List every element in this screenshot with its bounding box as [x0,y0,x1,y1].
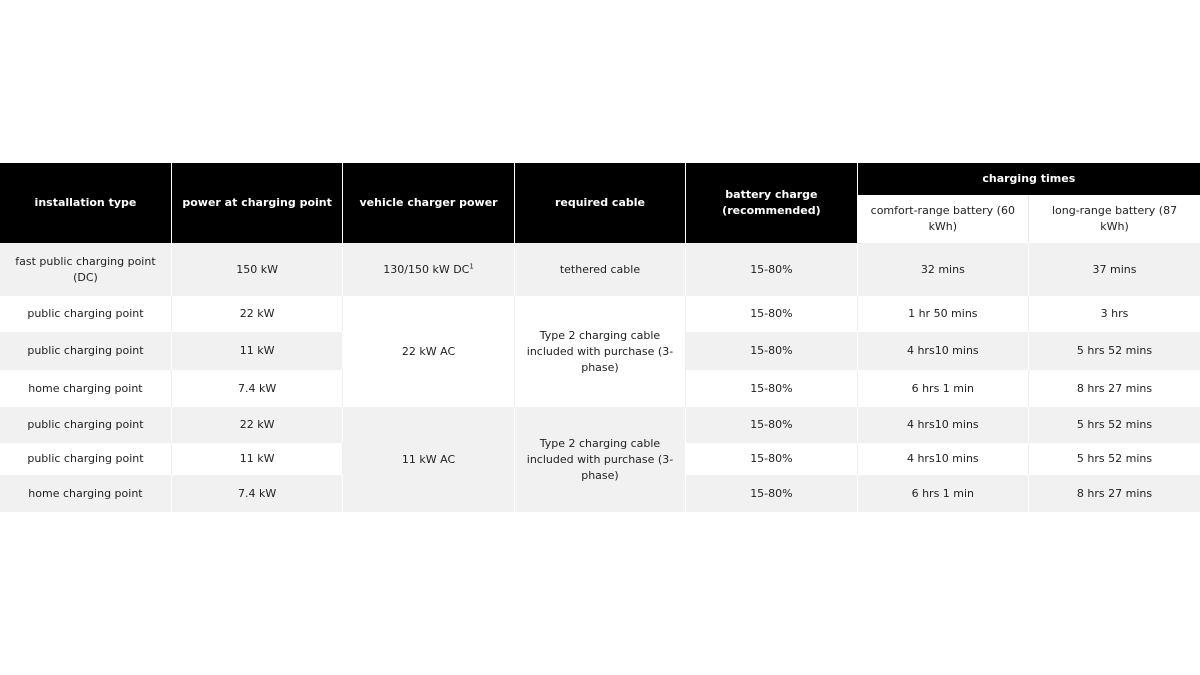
cell-battery-charge: 15-80% [686,296,857,332]
cell-comfort-range-time: 1 hr 50 mins [857,296,1028,332]
cell-power: 7.4 kW [171,475,342,512]
cell-required-cable: tethered cable [514,243,685,296]
table-row [0,243,1200,296]
cell-power: 11 kW [171,443,342,475]
cell-vehicle-charger-power-group: 11 kW AC [343,407,514,512]
header-battery-charge: battery charge (recommended) [686,163,857,243]
footnote-marker: 1 [469,261,474,270]
cell-battery-charge: 15-80% [686,370,857,407]
cell-power: 22 kW [171,296,342,332]
header-required-cable: required cable [514,163,685,243]
cell-comfort-range-time: 6 hrs 1 min [857,370,1028,407]
cell-power: 7.4 kW [171,370,342,407]
cell-long-range-time: 3 hrs [1029,296,1200,332]
header-long-range-battery: long-range battery (87 kWh) [1029,195,1200,243]
header-charging-times: charging times [857,163,1200,195]
cell-power: 11 kW [171,332,342,370]
cell-comfort-range-time: 32 mins [857,243,1028,296]
cell-comfort-range-time: 4 hrs10 mins [857,332,1028,370]
charging-table-container [0,163,1200,512]
cell-installation-type: fast public charging point (DC) [0,243,171,296]
cell-installation-type: public charging point [0,443,171,475]
cell-installation-type: public charging point [0,407,171,443]
cell-long-range-time: 5 hrs 52 mins [1029,407,1200,443]
header-power-at-charging-point: power at charging point [171,163,342,243]
cell-required-cable-group: Type 2 charging cable included with purchase (3-phase) [514,296,685,407]
header-comfort-range-battery: comfort-range battery (60 kWh) [857,195,1028,243]
cell-required-cable-group: Type 2 charging cable included with purchase (3-phase) [514,407,685,512]
cell-vehicle-charger-power-group: 22 kW AC [343,296,514,407]
cell-power: 22 kW [171,407,342,443]
cell-battery-charge: 15-80% [686,407,857,443]
header-installation-type: installation type [0,163,171,243]
cell-battery-charge: 15-80% [686,443,857,475]
charger-power-value: 130/150 kW DC [383,262,470,276]
cell-comfort-range-time: 6 hrs 1 min [857,475,1028,512]
cell-installation-type: home charging point [0,475,171,512]
cell-battery-charge: 15-80% [686,332,857,370]
cell-battery-charge: 15-80% [686,475,857,512]
cell-power: 150 kW [171,243,342,296]
cell-long-range-time: 5 hrs 52 mins [1029,332,1200,370]
cell-vehicle-charger-power [343,243,514,296]
header-vehicle-charger-power: vehicle charger power [343,163,514,243]
cell-battery-charge: 15-80% [686,243,857,296]
cell-long-range-time: 5 hrs 52 mins [1029,443,1200,475]
cell-long-range-time: 8 hrs 27 mins [1029,370,1200,407]
cell-installation-type: public charging point [0,296,171,332]
cell-installation-type: home charging point [0,370,171,407]
table-row [0,407,1200,443]
table-row [0,296,1200,332]
cell-installation-type: public charging point [0,332,171,370]
charging-table [0,163,1200,512]
cell-long-range-time: 8 hrs 27 mins [1029,475,1200,512]
cell-long-range-time: 37 mins [1029,243,1200,296]
cell-comfort-range-time: 4 hrs10 mins [857,407,1028,443]
cell-comfort-range-time: 4 hrs10 mins [857,443,1028,475]
